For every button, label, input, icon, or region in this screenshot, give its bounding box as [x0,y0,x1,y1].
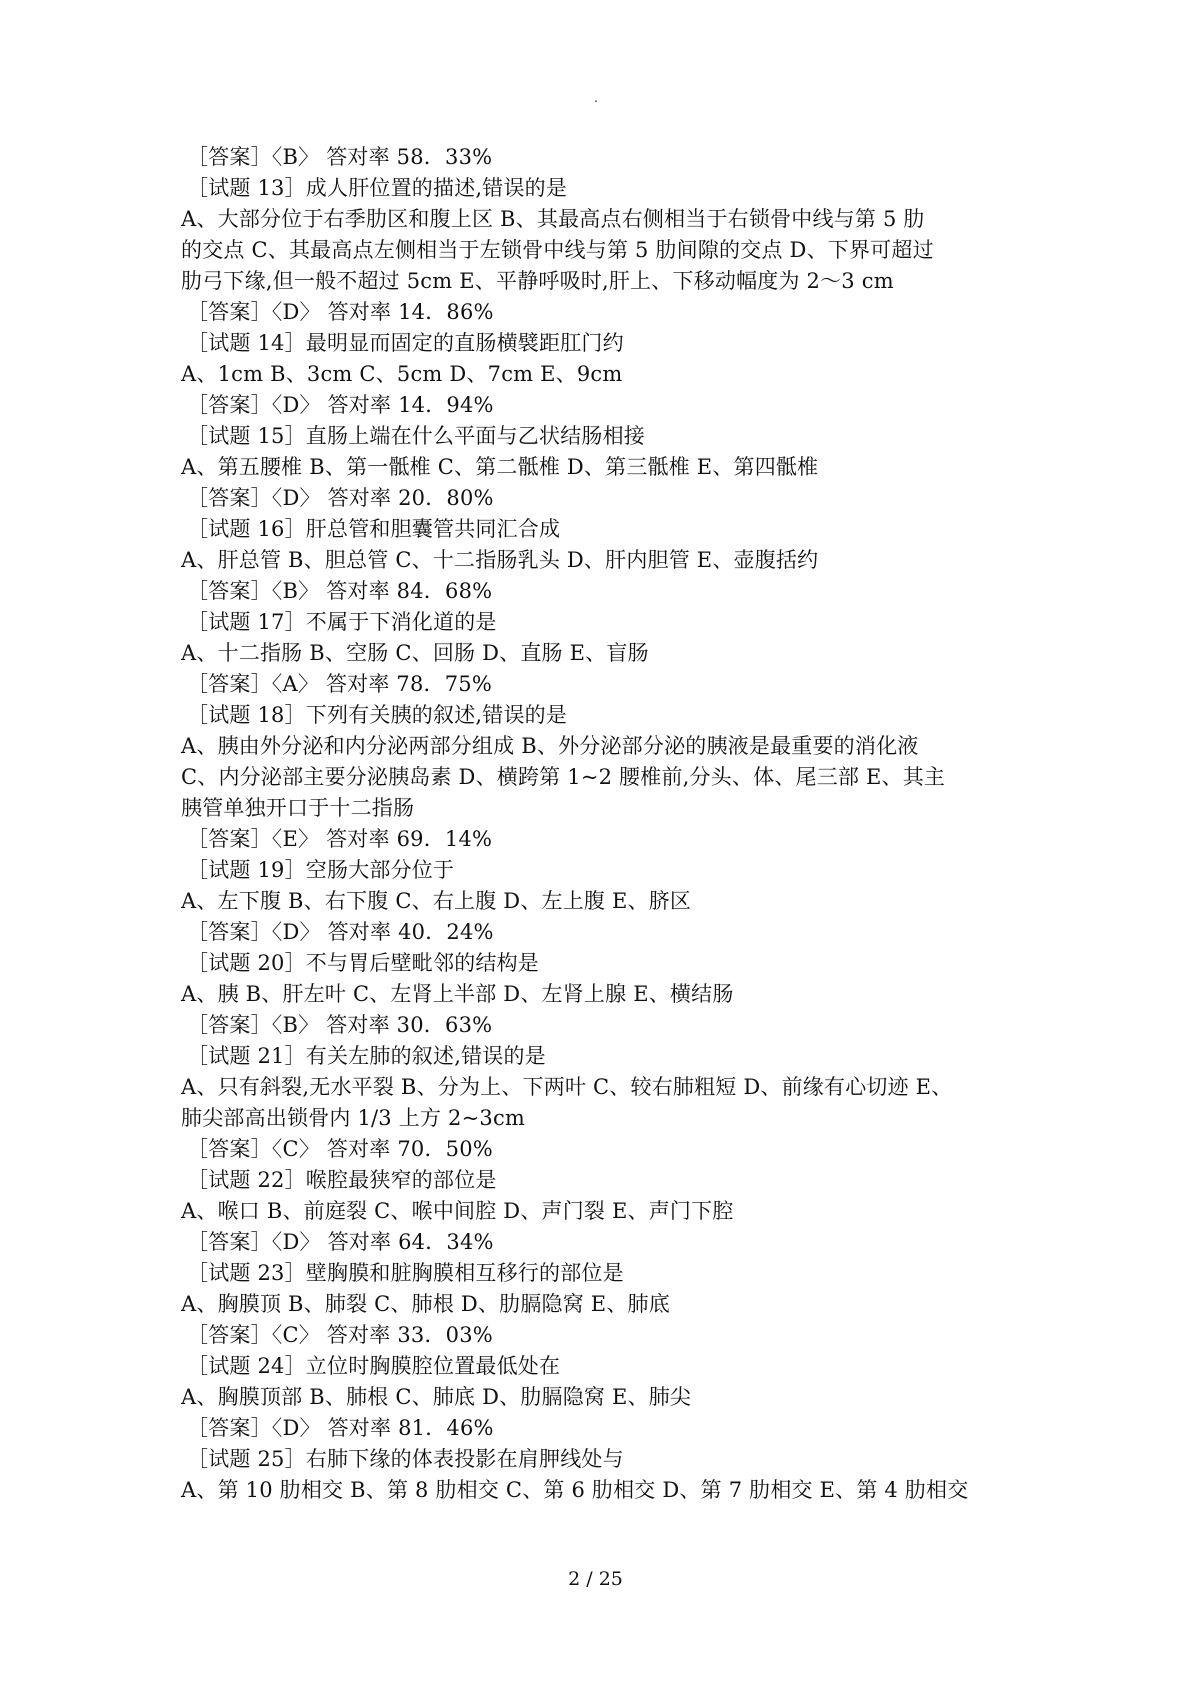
options-line: A、胸膜顶 B、肺裂 C、肺根 D、肋膈隐窝 E、肺底 [181,1292,670,1316]
options-line: A、1cm B、3cm C、5cm D、7cm E、9cm [181,362,623,386]
header-dot: . [594,91,598,105]
question-line: ［试题 21］有关左肺的叙述,错误的是 [187,1044,546,1068]
question-line: ［试题 18］下列有关胰的叙述,错误的是 [187,703,568,727]
question-line: ［试题 25］右肺下缘的体表投影在肩胛线处与 [187,1447,624,1471]
options-line: A、胸膜顶部 B、肺根 C、肺底 D、肋膈隐窝 E、肺尖 [181,1385,692,1409]
options-line: 的交点 C、其最高点左侧相当于左锁骨中线与第 5 肋间隙的交点 D、下界可超过 [181,238,934,262]
answer-line: ［答案］〈D〉 答对率 40．24% [187,920,494,944]
options-line: 肺尖部高出锁骨内 1/3 上方 2~3cm [181,1106,526,1130]
answer-line: ［答案］〈D〉 答对率 64．34% [187,1230,494,1254]
options-line: A、十二指肠 B、空肠 C、回肠 D、直肠 E、盲肠 [181,641,649,665]
page-number: 2 / 25 [568,1568,623,1590]
answer-line: ［答案］〈A〉 答对率 78．75% [187,672,493,696]
question-line: ［试题 17］不属于下消化道的是 [187,610,497,634]
question-line: ［试题 24］立位时胸膜腔位置最低处在 [187,1354,561,1378]
options-line: A、胰由外分泌和内分泌两部分组成 B、外分泌部分泌的胰液是最重要的消化液 [181,734,919,758]
answer-line: ［答案］〈B〉 答对率 58．33% [187,145,493,169]
document-body [181,142,1021,1506]
answer-line: ［答案］〈B〉 答对率 84．68% [187,579,493,603]
question-line: ［试题 16］肝总管和胆囊管共同汇合成 [187,517,561,541]
question-line: ［试题 23］壁胸膜和脏胸膜相互移行的部位是 [187,1261,624,1285]
options-line: C、内分泌部主要分泌胰岛素 D、横跨第 1~2 腰椎前,分头、体、尾三部 E、其主 [181,765,946,789]
answer-line: ［答案］〈D〉 答对率 20．80% [187,486,494,510]
answer-line: ［答案］〈B〉 答对率 30．63% [187,1013,493,1037]
question-line: ［试题 22］喉腔最狭窄的部位是 [187,1168,497,1192]
question-line: ［试题 13］成人肝位置的描述,错误的是 [187,176,568,200]
question-line: ［试题 14］最明显而固定的直肠横襞距肛门约 [187,331,624,355]
options-line: A、胰 B、肝左叶 C、左肾上半部 D、左肾上腺 E、横结肠 [181,982,734,1006]
answer-line: ［答案］〈D〉 答对率 14．94% [187,393,494,417]
answer-line: ［答案］〈C〉 答对率 33．03% [187,1323,493,1347]
question-line: ［试题 19］空肠大部分位于 [187,858,455,882]
options-line: A、第五腰椎 B、第一骶椎 C、第二骶椎 D、第三骶椎 E、第四骶椎 [181,455,819,479]
question-line: ［试题 20］不与胃后壁毗邻的结构是 [187,951,539,975]
options-line: A、只有斜裂,无水平裂 B、分为上、下两叶 C、较右肺粗短 D、前缘有心切迹 E、 [181,1075,953,1099]
answer-line: ［答案］〈E〉 答对率 69．14% [187,827,493,851]
answer-line: ［答案］〈D〉 答对率 81．46% [187,1416,494,1440]
options-line: A、喉口 B、前庭裂 C、喉中间腔 D、声门裂 E、声门下腔 [181,1199,734,1223]
options-line: A、左下腹 B、右下腹 C、右上腹 D、左上腹 E、脐区 [181,889,692,913]
options-line: A、第 10 肋相交 B、第 8 肋相交 C、第 6 肋相交 D、第 7 肋相交 E、第 4 肋相交 [181,1478,969,1502]
answer-line: ［答案］〈D〉 答对率 14．86% [187,300,494,324]
options-line: A、大部分位于右季肋区和腹上区 B、其最高点右侧相当于右锁骨中线与第 5 肋 [181,207,925,231]
answer-line: ［答案］〈C〉 答对率 70．50% [187,1137,493,1161]
options-line: 肋弓下缘,但一般不超过 5cm E、平静呼吸时,肝上、下移动幅度为 2～3 cm [181,269,894,293]
options-line: 胰管单独开口于十二指肠 [181,796,415,820]
question-line: ［试题 15］直肠上端在什么平面与乙状结肠相接 [187,424,645,448]
options-line: A、肝总管 B、胆总管 C、十二指肠乳头 D、肝内胆管 E、壶腹括约 [181,548,819,572]
